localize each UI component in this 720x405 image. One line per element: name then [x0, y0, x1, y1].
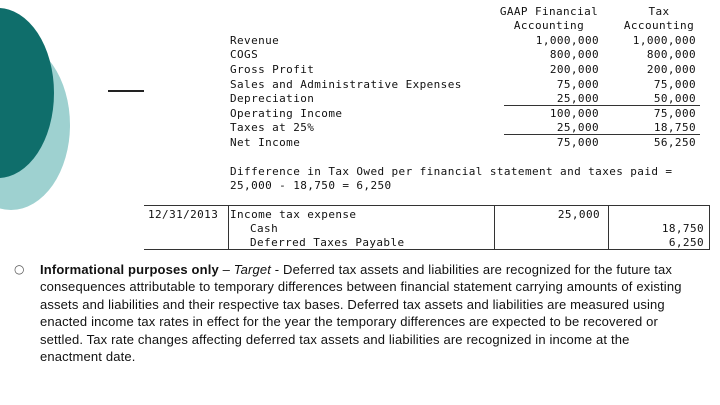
row-tax-value: 800,000 — [646, 48, 696, 61]
journal-date: 12/31/2013 — [148, 208, 219, 221]
row-label: Operating Income — [230, 107, 343, 120]
row-label: Revenue — [230, 34, 280, 47]
difference-line-2: 25,000 - 18,750 = 6,250 — [230, 179, 392, 192]
row-tax-value: 56,250 — [653, 136, 696, 149]
spreadsheet-image — [144, 0, 710, 250]
row-gaap-value: 800,000 — [549, 48, 599, 61]
row-gaap-value: 200,000 — [549, 63, 599, 76]
row-gaap-value: 25,000 — [556, 92, 599, 105]
row-gaap-value: 1,000,000 — [535, 34, 599, 47]
row-tax-value: 18,750 — [653, 121, 696, 134]
bullet-lead: Informational purposes only — [40, 262, 219, 277]
gaap-header-line2: Accounting — [513, 19, 585, 32]
row-gaap-value: 75,000 — [556, 136, 599, 149]
decorative-line — [108, 90, 144, 92]
bullet-text: - Deferred tax assets and liabilities are recognized for the future tax consequences attributable to temporary differences between financial statement carrying amounts of existing assets and liabilities and their respective tax bases. Deferred tax assets and liabilities are measured using enacted income tax rates in effect for the year the temporary differences are expected to be recovered or settled. Tax rate changes affecting deferred tax assets and liabilities are recognized in income at the enactment date. — [40, 262, 682, 365]
journal-col-divider — [608, 205, 609, 250]
bullet-dash: – — [218, 262, 234, 277]
row-tax-value: 75,000 — [653, 78, 696, 91]
row-gaap-value: 25,000 — [556, 121, 599, 134]
tax-header-line1: Tax — [648, 5, 670, 18]
row-label: Sales and Administrative Expenses — [230, 78, 462, 91]
journal-col-divider — [709, 205, 710, 250]
journal-debit: 25,000 — [557, 208, 600, 221]
row-label: Net Income — [230, 136, 301, 149]
bullet-paragraph — [40, 261, 688, 365]
journal-account: Income tax expense — [230, 208, 357, 221]
row-tax-value: 1,000,000 — [632, 34, 696, 47]
journal-credit: 18,750 — [661, 222, 704, 235]
bullet-target: Target — [233, 262, 272, 277]
total-rule — [504, 134, 700, 135]
gaap-header-line1: GAAP Financial — [499, 5, 599, 18]
row-tax-value: 50,000 — [653, 92, 696, 105]
row-label: Taxes at 25% — [230, 121, 315, 134]
row-label: COGS — [230, 48, 259, 61]
journal-account: Cash — [250, 222, 279, 235]
journal-col-divider — [494, 205, 495, 250]
row-gaap-value: 75,000 — [556, 78, 599, 91]
difference-line-1: Difference in Tax Owed per financial statement and taxes paid = — [230, 165, 673, 178]
row-label: Gross Profit — [230, 63, 315, 76]
bullet-marker: ○ — [14, 262, 25, 276]
row-tax-value: 200,000 — [646, 63, 696, 76]
journal-account: Deferred Taxes Payable — [250, 236, 405, 249]
row-gaap-value: 100,000 — [549, 107, 599, 120]
subtotal-rule — [504, 105, 700, 106]
journal-col-divider — [228, 205, 229, 250]
row-label: Depreciation — [230, 92, 315, 105]
row-tax-value: 75,000 — [653, 107, 696, 120]
tax-header-line2: Accounting — [623, 19, 695, 32]
journal-credit: 6,250 — [668, 236, 704, 249]
